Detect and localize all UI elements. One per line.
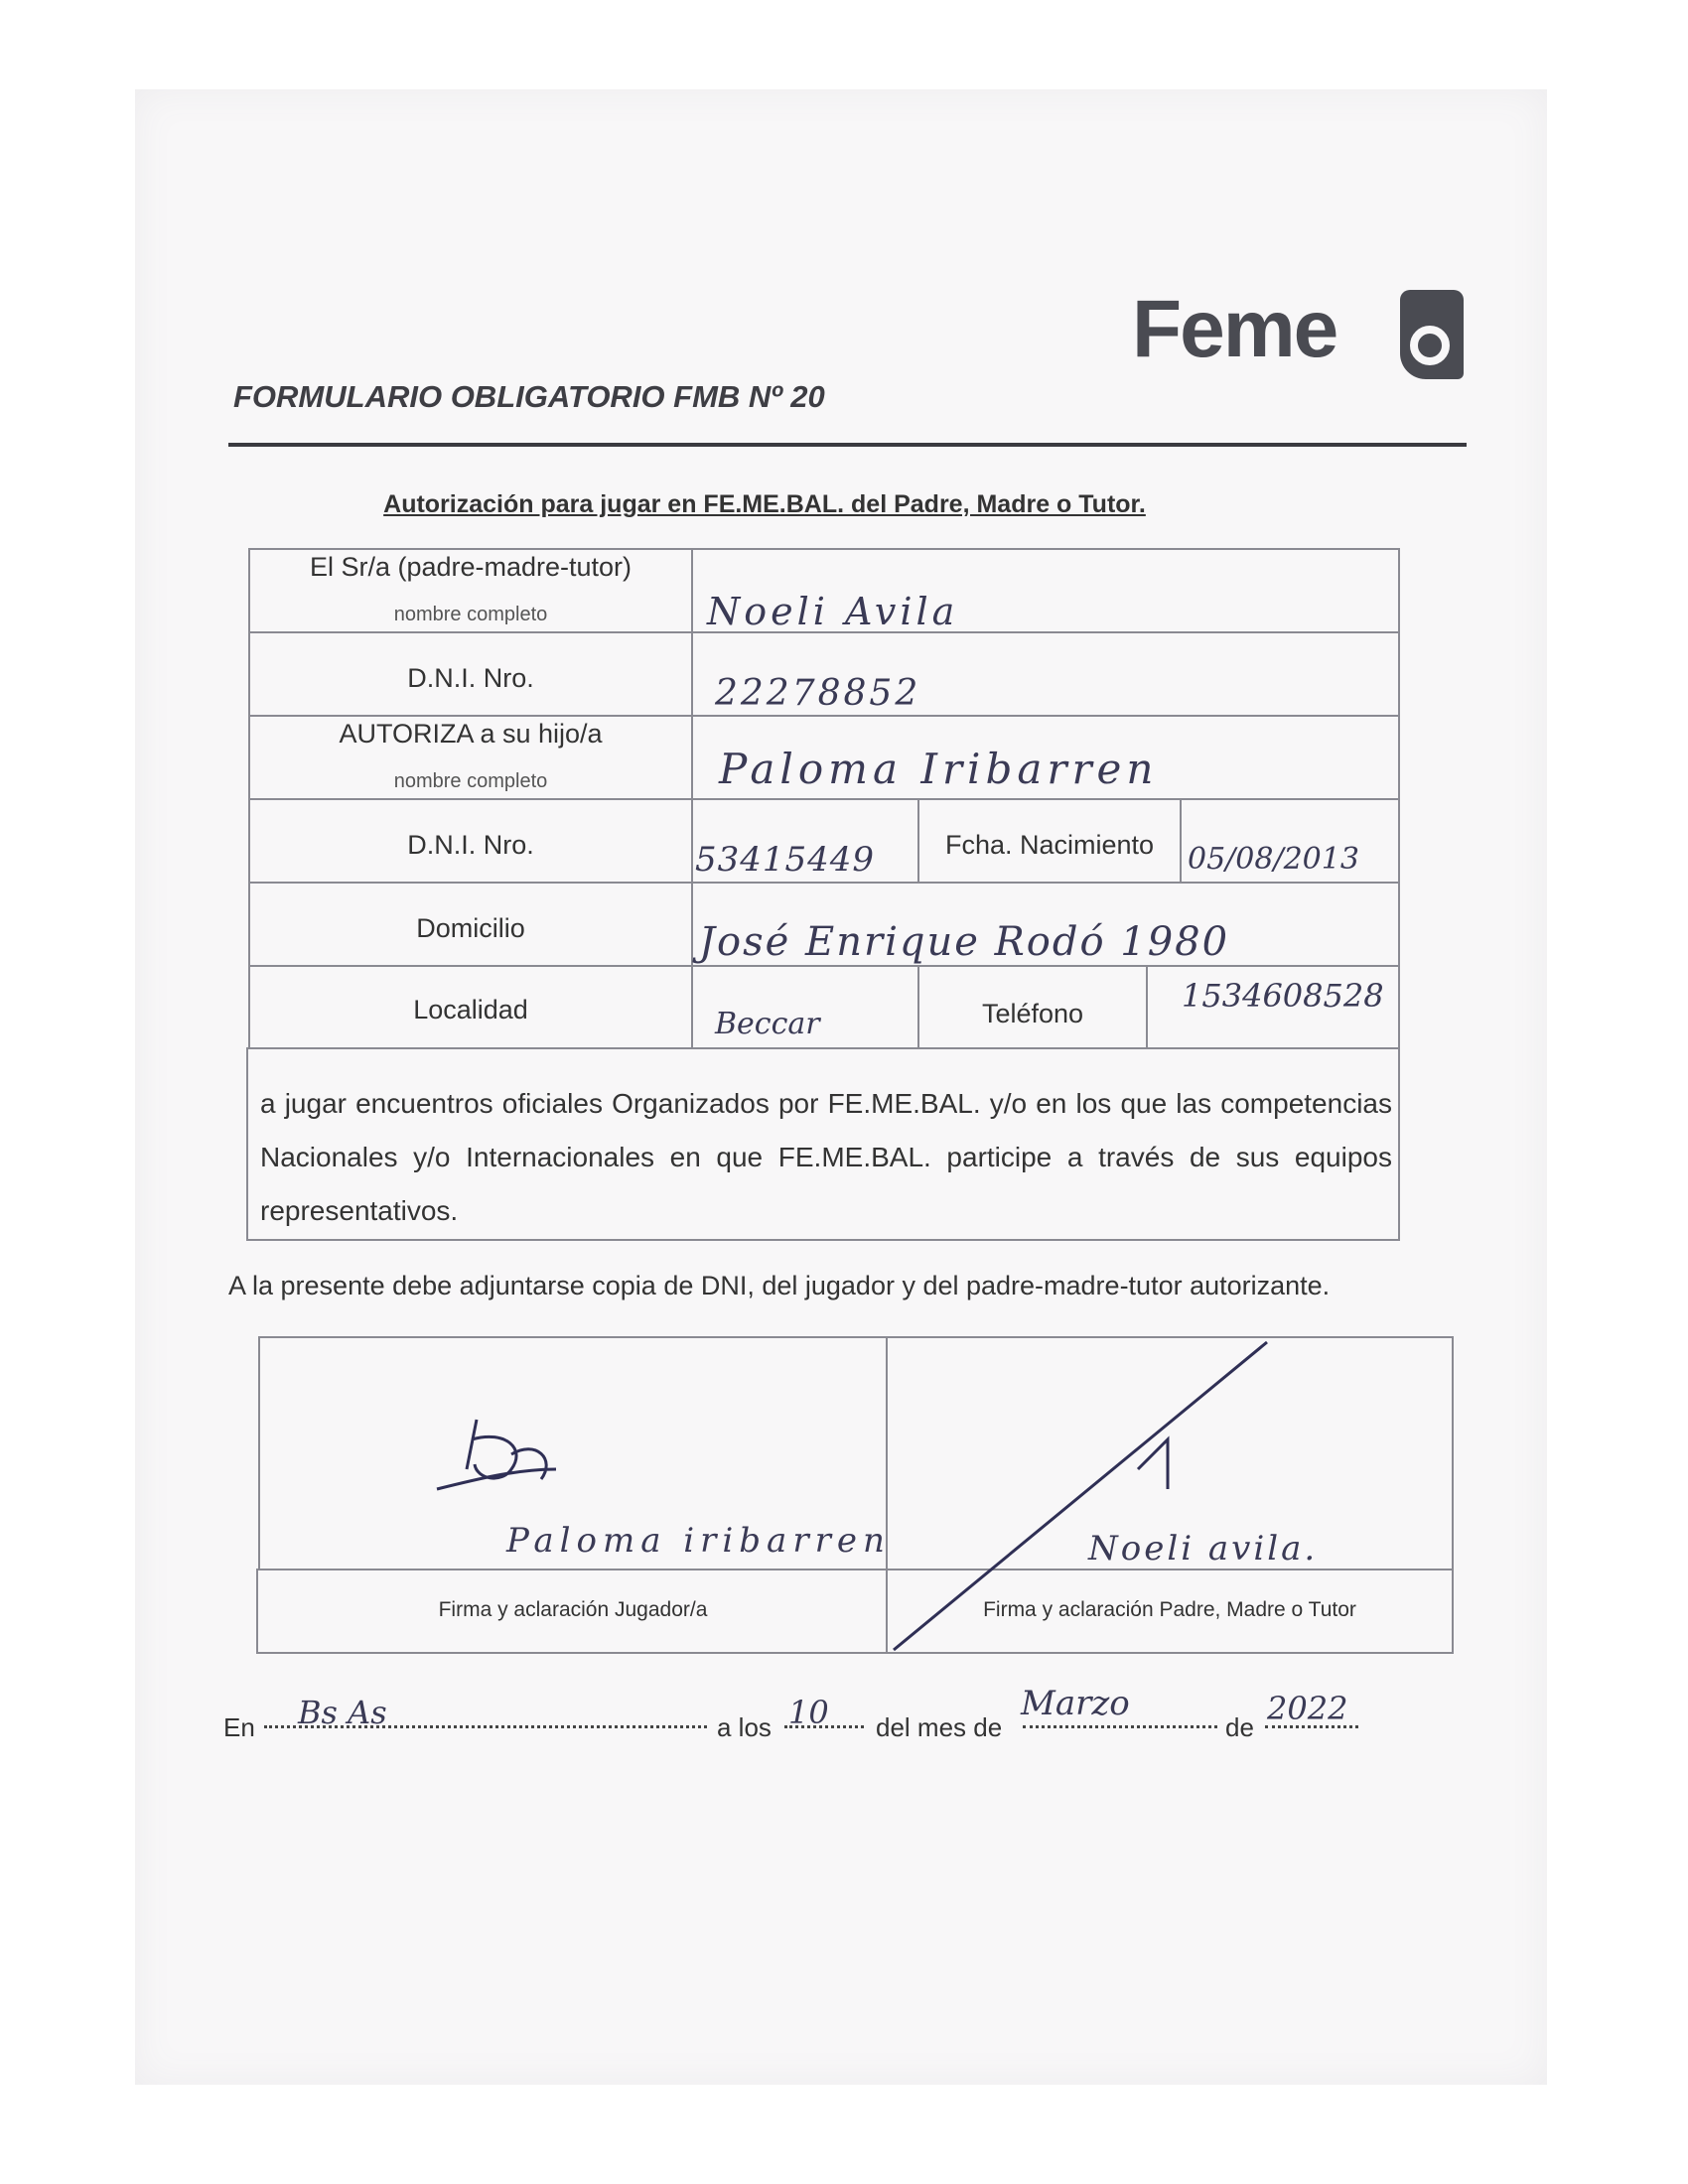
header-divider bbox=[228, 443, 1467, 447]
femebal-logo-icon bbox=[1400, 290, 1464, 379]
form-code: FORMULARIO OBLIGATORIO FMB Nº 20 bbox=[233, 379, 825, 414]
document-title: Autorización para jugar en FE.ME.BAL. del Padre, Madre o Tutor. bbox=[383, 490, 1146, 518]
birth-date-value: 05/08/2013 bbox=[1188, 842, 1359, 877]
child-name-label: AUTORIZA a su hijo/a bbox=[339, 719, 603, 749]
parent-name-label: El Sr/a (padre-madre-tutor) bbox=[309, 552, 633, 582]
player-signature-caption: Firma y aclaración Jugador/a bbox=[438, 1598, 708, 1621]
address-value: José Enrique Rodó 1980 bbox=[699, 919, 1230, 965]
child-name-sublabel: nombre completo bbox=[393, 770, 548, 792]
a-los-label: a los bbox=[717, 1712, 772, 1742]
parent-signature-caption: Firma y aclaración Padre, Madre o Tutor bbox=[983, 1598, 1356, 1621]
place-value: Bs As bbox=[298, 1694, 387, 1731]
attachment-note: A la presente debe adjuntarse copia de DNI, del jugador y del padre-madre-tutor autorizante. bbox=[228, 1271, 1331, 1300]
phone-label: Teléfono bbox=[981, 999, 1084, 1028]
address-label: Domicilio bbox=[416, 913, 525, 943]
locality-label: Localidad bbox=[413, 995, 528, 1024]
child-dni-value: 53415449 bbox=[695, 840, 876, 880]
en-label: En bbox=[223, 1712, 255, 1742]
child-dni-label: D.N.I. Nro. bbox=[407, 830, 534, 860]
locality-value: Beccar bbox=[715, 1007, 820, 1041]
player-signature-name: Paloma iribarren bbox=[506, 1521, 891, 1561]
authorization-text: a jugar encuentros oficiales Organizados por FE.ME.BAL. y/o en los que las competencias Nacionales y/o Internacionales en que FE.ME.BAL. participe a través de sus equipos representativos. bbox=[260, 1088, 1392, 1226]
parent-dni-label: D.N.I. Nro. bbox=[407, 663, 534, 693]
birth-date-label: Fcha. Nacimiento bbox=[944, 830, 1155, 860]
child-name-value: Paloma Iribarren bbox=[719, 745, 1159, 793]
phone-value: 1534608528 bbox=[1182, 977, 1384, 1015]
de-label: de bbox=[1225, 1712, 1254, 1742]
parent-name-value: Noeli Avila bbox=[707, 590, 959, 633]
parent-name-sublabel: nombre completo bbox=[393, 604, 548, 625]
parent-signature-name: Noeli avila. bbox=[1088, 1529, 1319, 1569]
year-value: 2022 bbox=[1267, 1690, 1348, 1727]
mes-label: del mes de bbox=[876, 1712, 1003, 1742]
day-value: 10 bbox=[788, 1694, 829, 1731]
parent-dni-value: 22278852 bbox=[715, 673, 921, 714]
femebal-logo-text: Feme bbox=[1132, 284, 1337, 374]
month-value: Marzo bbox=[1021, 1684, 1130, 1723]
player-signature-mark bbox=[417, 1410, 576, 1519]
